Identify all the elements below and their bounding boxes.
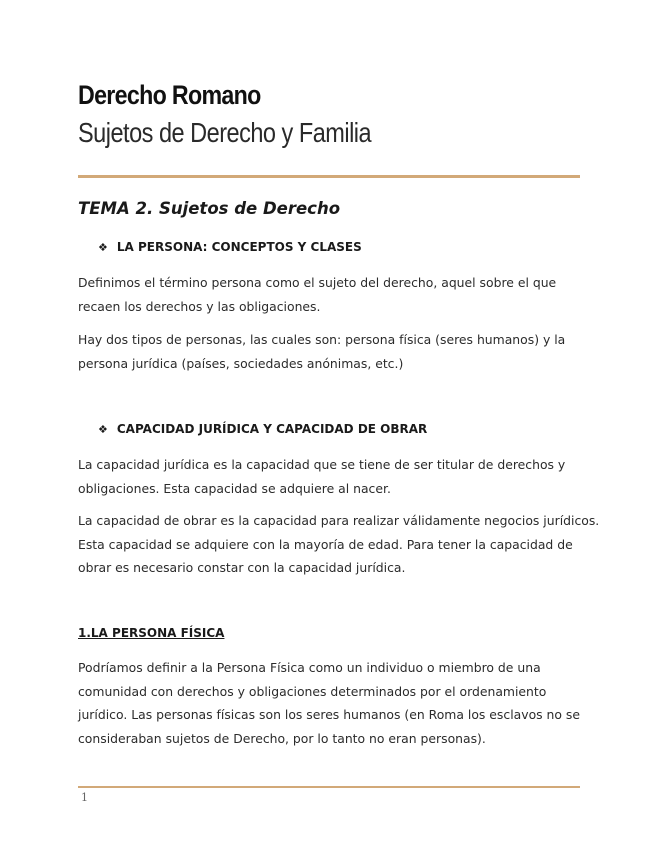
title-divider (78, 175, 580, 178)
paragraph-line: jurídico. Las personas físicas son los seres humanos (en Roma los esclavos no se (78, 707, 580, 722)
diamond-bullet-icon: ❖ (98, 422, 108, 436)
document-subtitle: Sujetos de Derecho y Familia (78, 117, 372, 148)
tema-heading: TEMA 2. Sujetos de Derecho (78, 199, 341, 218)
paragraph-line: Definimos el término persona como el sujeto del derecho, aquel sobre el que (78, 275, 557, 290)
page-number: 1 (81, 791, 88, 804)
paragraph-line: Esta capacidad se adquiere con la mayoría de edad. Para tener la capacidad de (78, 536, 573, 552)
section-capacidad-heading-text: CAPACIDAD JURÍDICA Y CAPACIDAD DE OBRAR (116, 422, 428, 436)
paragraph-line: Podríamos definir a la Persona Física como un individuo o miembro de una (78, 660, 541, 675)
paragraph-line: obligaciones. Esta capacidad se adquiere al nacer. (78, 480, 391, 496)
diamond-bullet-icon: ❖ (98, 240, 108, 254)
paragraph-line: La capacidad de obrar es la capacidad para realizar válidamente negocios jurídicos. (78, 513, 600, 528)
paragraph-line: consideraban sujetos de Derecho, por lo tanto no eran personas). (78, 730, 486, 746)
paragraph-line: Hay dos tipos de personas, las cuales son: persona física (seres humanos) y la (78, 332, 566, 347)
persona-fisica-paragraph (78, 656, 580, 750)
persona-fisica-heading: 1.LA PERSONA FÍSICA (78, 626, 225, 640)
paragraph-line: La capacidad jurídica es la capacidad que se tiene de ser titular de derechos y (78, 457, 566, 472)
paragraph-line: persona jurídica (países, sociedades anónimas, etc.) (78, 355, 404, 371)
document-page (78, 0, 600, 848)
section-persona-heading (98, 240, 362, 254)
footer-divider (78, 786, 580, 788)
section-capacidad-heading (98, 422, 427, 436)
section-persona-heading-text: LA PERSONA: CONCEPTOS Y CLASES (116, 240, 362, 254)
paragraph-line: obrar es necesario constar con la capacidad jurídica. (78, 560, 406, 575)
persona-definition-paragraph (78, 271, 580, 318)
paragraph-line: comunidad con derechos y obligaciones determinados por el ordenamiento (78, 683, 547, 699)
document-title: Derecho Romano (78, 80, 261, 110)
persona-types-paragraph (78, 328, 580, 375)
paragraph-line: recaen los derechos y las obligaciones. (78, 298, 321, 314)
capacidad-juridica-paragraph (78, 453, 580, 500)
capacidad-obrar-paragraph (78, 509, 600, 580)
